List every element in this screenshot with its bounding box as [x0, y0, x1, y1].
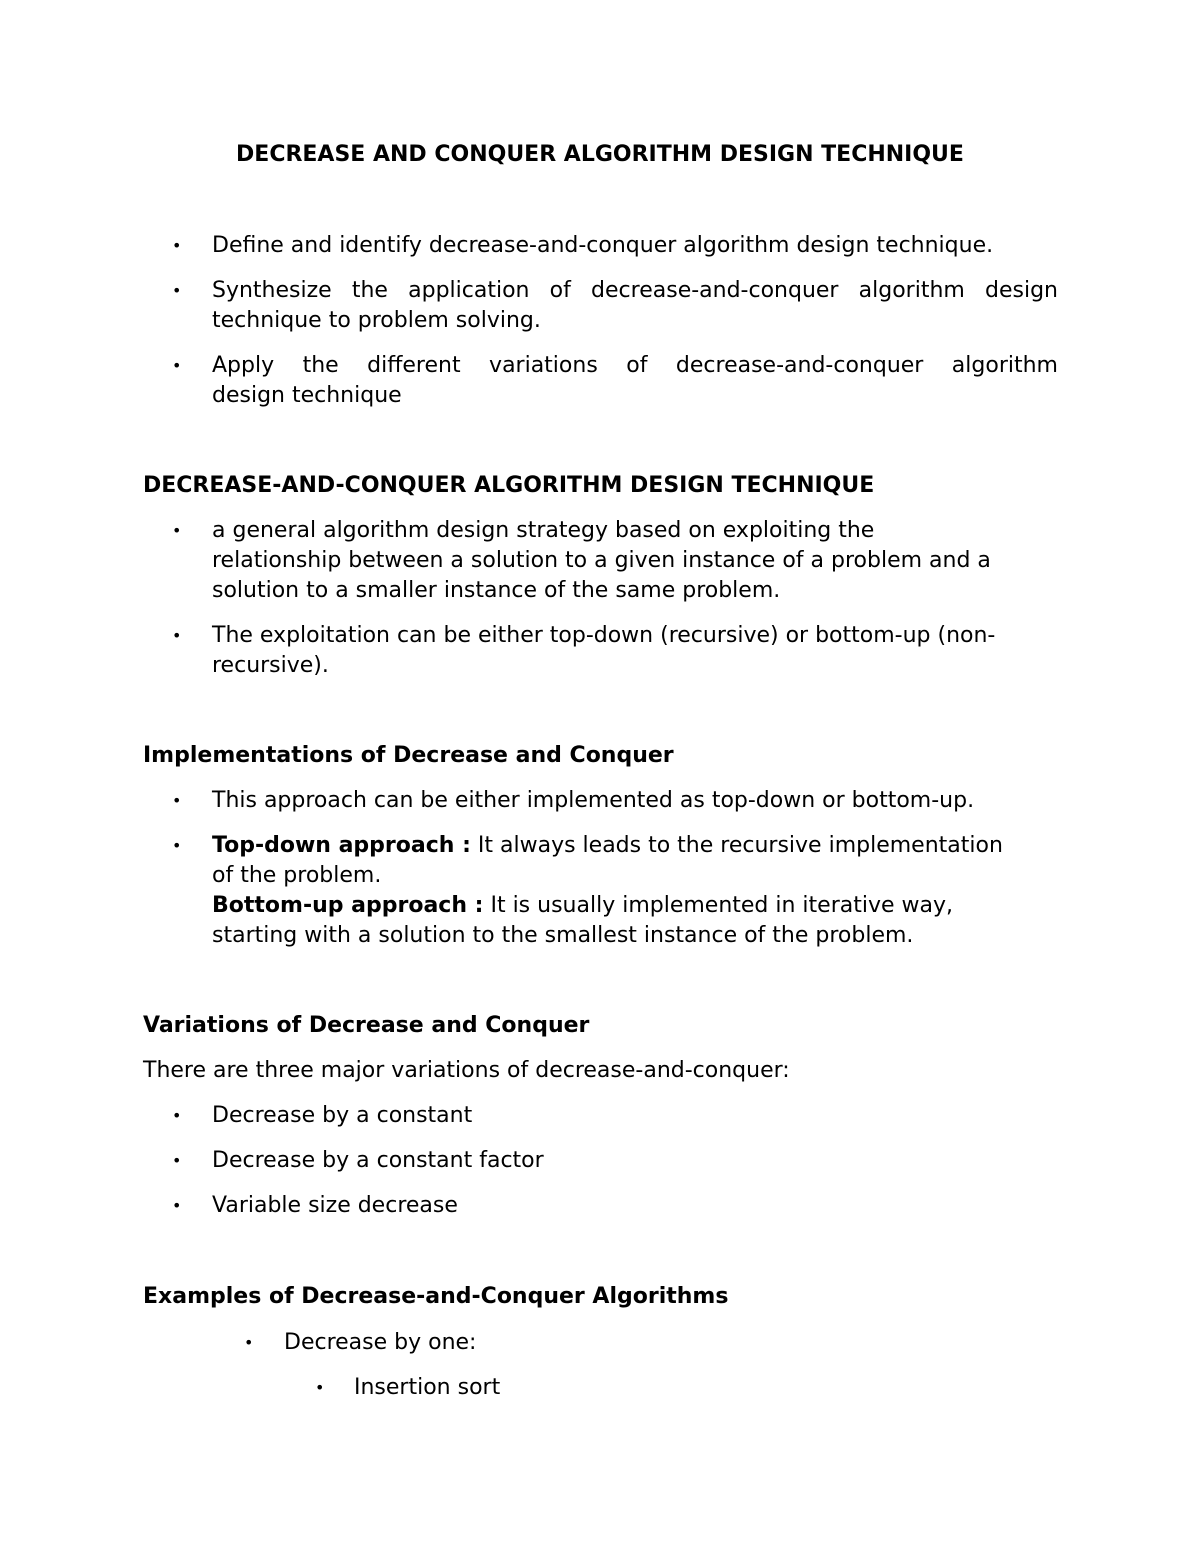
variation-text: Variable size decrease: [212, 1193, 458, 1218]
objective-line: design technique: [212, 383, 402, 408]
bullet-icon: •: [244, 1333, 254, 1352]
objective-item: [212, 276, 1058, 336]
objective-item: [212, 351, 1058, 411]
definition-line: relationship between a solution to a given instance of a problem and a: [212, 548, 991, 573]
bottomup-continuation: starting with a solution to the smallest instance of the problem.: [212, 923, 914, 948]
section-heading-variations: Variations of Decrease and Conquer: [143, 1013, 590, 1038]
topdown-continuation: of the problem.: [212, 863, 382, 888]
variations-intro: There are three major variations of decrease-and-conquer:: [143, 1058, 790, 1083]
definition-line: recursive).: [212, 653, 329, 678]
section-heading-definition: DECREASE-AND-CONQUER ALGORITHM DESIGN TECHNIQUE: [143, 473, 875, 498]
section-heading-implementations: Implementations of Decrease and Conquer: [143, 743, 674, 768]
bullet-icon: •: [172, 521, 182, 540]
example-text: Decrease by one:: [284, 1330, 477, 1355]
bottomup-text: It is usually implemented in iterative way,: [483, 893, 954, 918]
bullet-icon: •: [172, 356, 182, 375]
example-subitem: [354, 1373, 1058, 1403]
variation-item: [212, 1146, 1058, 1176]
bottomup-line: [212, 891, 1058, 921]
variation-item: [212, 1101, 1058, 1131]
variation-item: [212, 1191, 1058, 1221]
bullet-icon: •: [172, 281, 182, 300]
objective-line: Synthesize the application of decrease-and-conquer algorithm design: [212, 278, 1058, 303]
implementation-item: [212, 831, 1058, 951]
objective-line: technique to problem solving.: [212, 308, 541, 333]
objective-line: Define and identify decrease-and-conquer algorithm design technique.: [212, 233, 994, 258]
topdown-label: Top-down approach :: [212, 833, 471, 858]
definition-line: a general algorithm design strategy based on exploiting the: [212, 518, 875, 543]
bullet-icon: •: [172, 836, 182, 855]
bullet-icon: •: [172, 236, 182, 255]
bottomup-label: Bottom-up approach :: [212, 893, 484, 918]
bullet-icon: •: [172, 1151, 182, 1170]
variation-text: Decrease by a constant: [212, 1103, 473, 1128]
objective-item: [212, 231, 1058, 261]
definition-item: [212, 621, 1058, 681]
definition-line: The exploitation can be either top-down (recursive) or bottom-up (non-: [212, 623, 996, 648]
bullet-icon: •: [172, 626, 182, 645]
bullet-icon: •: [172, 1196, 182, 1215]
topdown-text: It always leads to the recursive implementation: [470, 833, 1003, 858]
bullet-icon: •: [172, 1106, 182, 1125]
bullet-icon: •: [315, 1378, 325, 1397]
topdown-line: [212, 831, 1058, 861]
definition-item: [212, 516, 1058, 606]
variation-text: Decrease by a constant factor: [212, 1148, 544, 1173]
example-item: [284, 1328, 1058, 1358]
example-subtext: Insertion sort: [354, 1375, 501, 1400]
implementation-line: This approach can be either implemented as top-down or bottom-up.: [212, 788, 975, 813]
objective-line: Apply the different variations of decrease-and-conquer algorithm: [212, 353, 1058, 378]
section-heading-examples: Examples of Decrease-and-Conquer Algorithms: [143, 1284, 729, 1309]
document-title: DECREASE AND CONQUER ALGORITHM DESIGN TECHNIQUE: [236, 142, 964, 167]
implementation-item: [212, 786, 1058, 816]
definition-line: solution to a smaller instance of the same problem.: [212, 578, 781, 603]
bullet-icon: •: [172, 791, 182, 810]
